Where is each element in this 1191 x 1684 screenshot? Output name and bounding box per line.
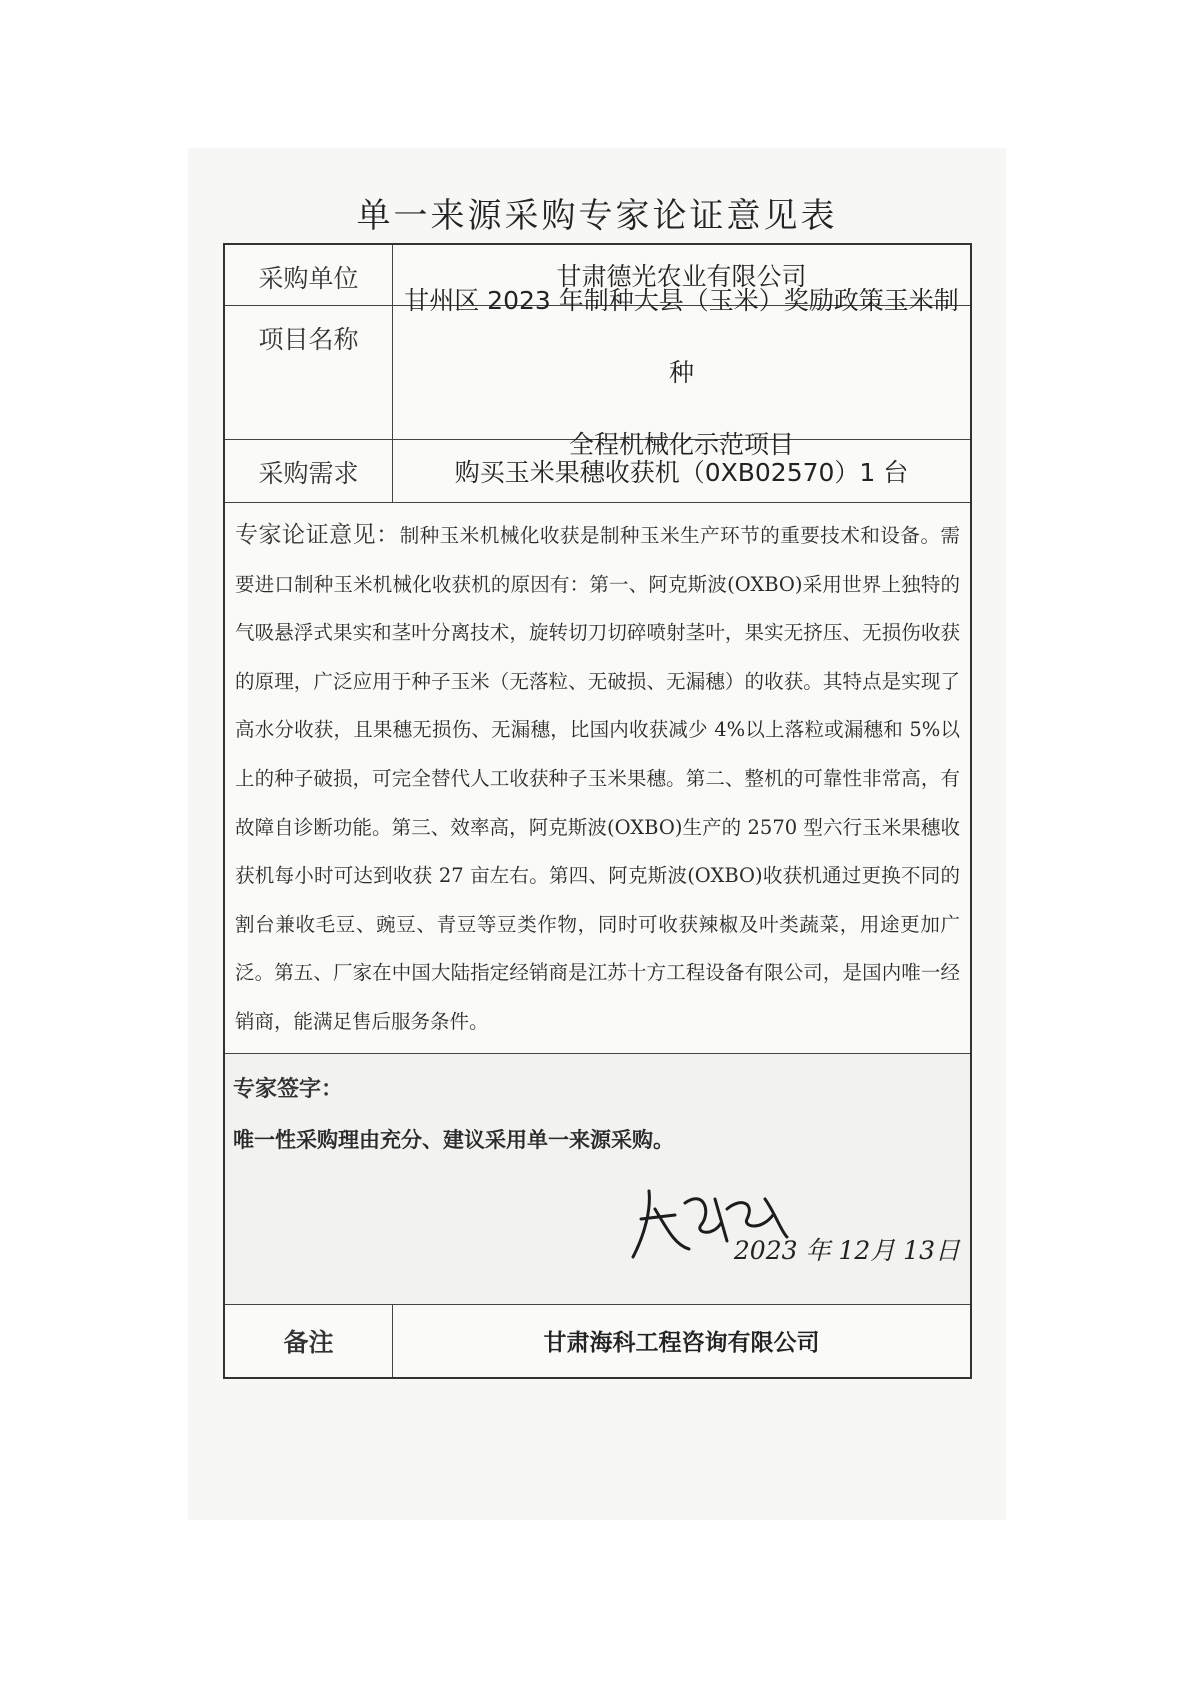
remark-label: 备注 bbox=[225, 1305, 393, 1377]
purchasing-unit-value: 甘肃德光农业有限公司 bbox=[556, 262, 807, 291]
purchasing-unit-label: 采购单位 bbox=[225, 245, 393, 305]
expert-conclusion: 唯一性采购理由充分、建议采用单一来源采购。 bbox=[233, 1127, 674, 1152]
row-purchase-demand bbox=[225, 440, 970, 503]
remark-value: 甘肃海科工程咨询有限公司 bbox=[543, 1330, 820, 1357]
opinion-form-table bbox=[223, 243, 972, 1379]
project-name-line-1: 甘州区 2023 年制种大县（玉米）奖励政策玉米制种 bbox=[404, 285, 959, 387]
project-name-line-2: 全程机械化示范项目 bbox=[568, 429, 794, 459]
row-remark bbox=[225, 1305, 970, 1377]
expert-signature-label: 专家签字： bbox=[233, 1076, 344, 1102]
expert-opinion-label: 专家论证意见： bbox=[235, 522, 400, 548]
purchase-demand-value: 购买玉米果穗收获机（0XB02570）1 台 bbox=[454, 458, 909, 487]
row-expert-opinion bbox=[225, 503, 970, 1054]
expert-opinion-block bbox=[225, 503, 970, 1053]
signature-date: 2023 年 12月 13日 bbox=[733, 1235, 960, 1265]
project-name-value bbox=[393, 285, 970, 459]
document-title: 单一来源采购专家论证意见表 bbox=[356, 196, 838, 236]
expert-opinion-text: 制种玉米机械化收获是制种玉米生产环节的重要技术和设备。需要进口制种玉米机械化收获机的原因有：第一、阿克斯波(OXBO)采用世界上独特的气吸悬浮式果实和茎叶分离技术，旋转切刀切碎喷射茎叶，果实无挤压、无损伤收获的原理，广泛应用于种子玉米（无落粒、无破损、无漏穗）的收获。其特点是实现了高水分收获，且果穗无损伤、无漏穗，比国内收获减少 4%以上落粒或漏穗和 5%以上的种子破损，可完全替代人工收获种子玉米果穗。第二、整机的可靠性非常高，有故障自诊断功能。第三、效率高，阿克斯波(OXBO)生产的 2570 型六行玉米果穗收获机每小时可达到收获 27 亩左右。第四、阿克斯波(OXBO)收获机通过更换不同的割台兼收毛豆、豌豆、青豆等豆类作物，同时可收获辣椒及叶类蔬菜，用途更加广泛。第五、厂家在中国大陆指定经销商是江苏十方工程设备有限公司，是国内唯一经销商，能满足售后服务条件。 bbox=[235, 524, 960, 1033]
row-project-name bbox=[225, 285, 970, 459]
row-expert-signature bbox=[225, 1054, 970, 1305]
scanned-form-sheet bbox=[188, 148, 1006, 1520]
project-name-label: 项目名称 bbox=[225, 306, 393, 439]
purchase-demand-label: 采购需求 bbox=[225, 440, 393, 502]
